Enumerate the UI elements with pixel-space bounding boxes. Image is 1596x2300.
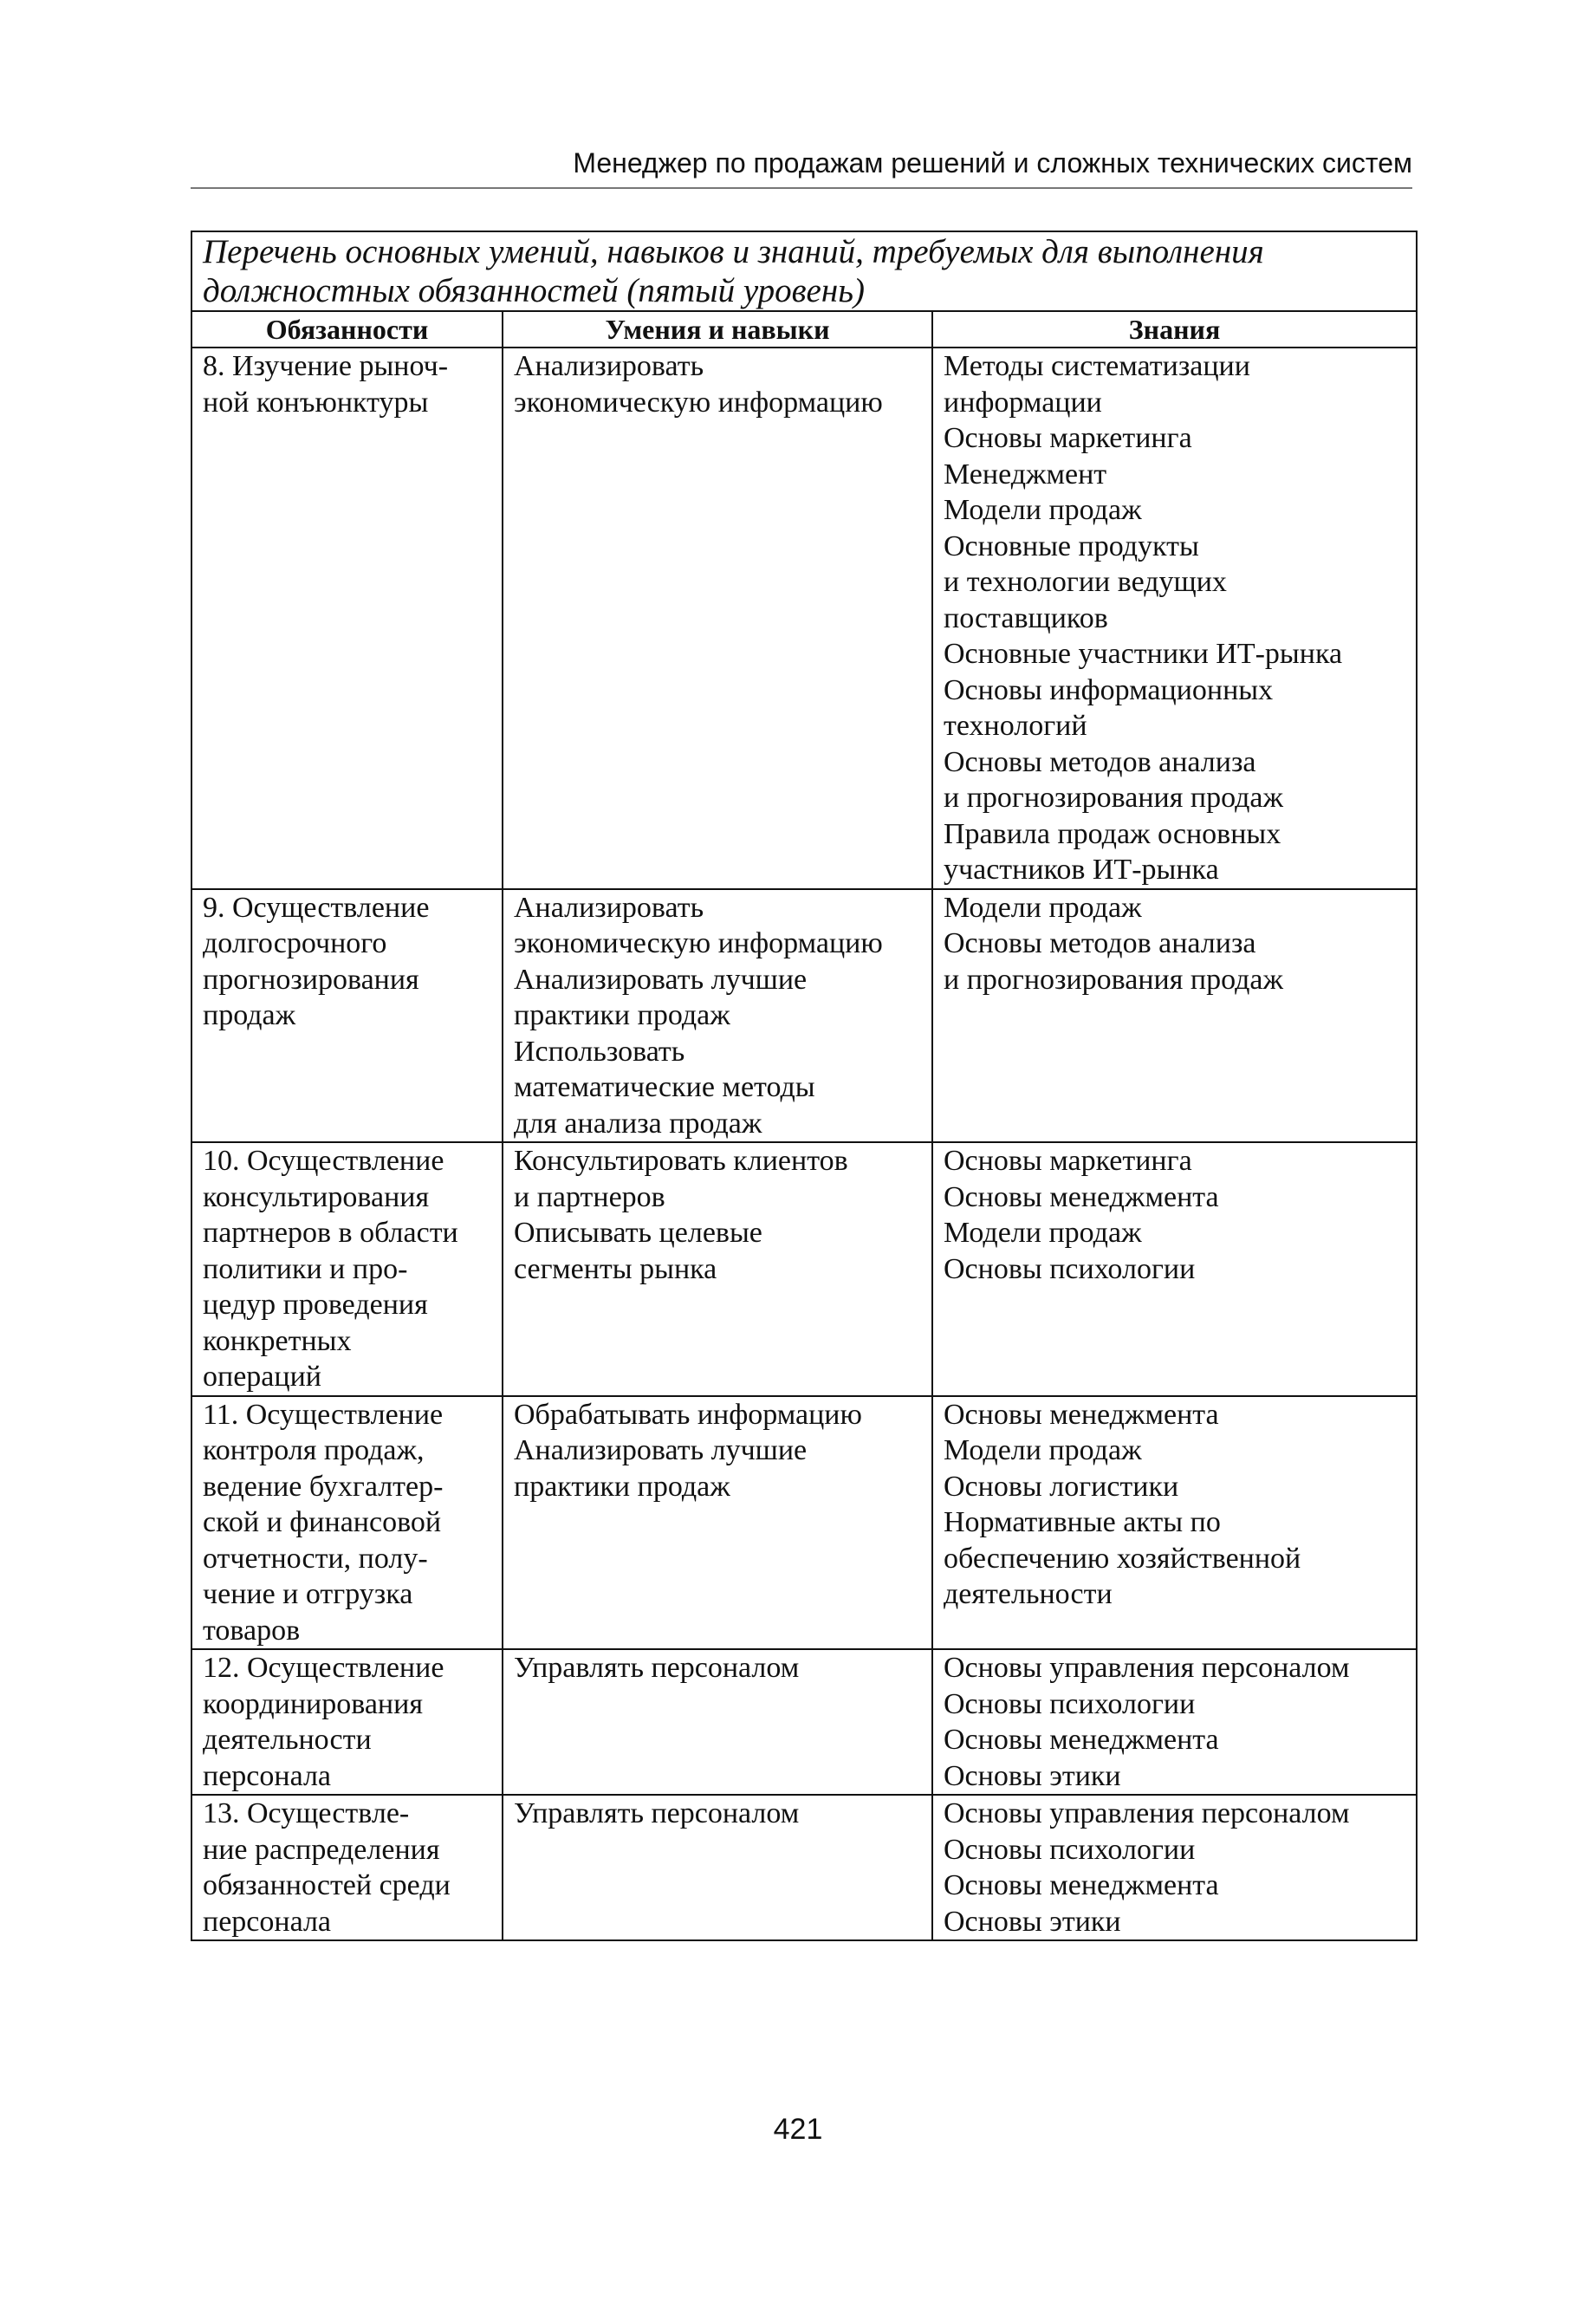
cell-line: информации <box>944 386 1102 419</box>
cell-line: ведение бухгалтер- <box>203 1470 444 1503</box>
cell-line: Модели продаж <box>944 1217 1142 1249</box>
cell-line: экономическую информацию <box>514 386 883 419</box>
cell-line: прогнозирования <box>203 963 419 996</box>
cell-skills <box>503 889 932 1143</box>
cell-skills <box>503 1396 932 1650</box>
cell-line: Основы этики <box>944 1905 1121 1938</box>
cell-line: Обрабатывать информацию <box>514 1398 862 1431</box>
cell-line: ной конъюнктуры <box>203 386 429 419</box>
cell-line: участников ИТ-рынка <box>944 854 1219 886</box>
cell-line: Модели продаж <box>944 494 1142 526</box>
page-number: 421 <box>773 2113 823 2146</box>
cell-line: для анализа продаж <box>514 1107 762 1140</box>
cell-line: Основы этики <box>944 1759 1121 1792</box>
cell-line: деятельности <box>203 1724 372 1756</box>
cell-line: Основы маркетинга <box>944 1145 1192 1177</box>
cell-skills <box>503 1142 932 1396</box>
cell-line: 13. Осуществле- <box>203 1797 410 1829</box>
cell-line: математические методы <box>514 1071 815 1103</box>
column-header-duties: Обязанности <box>191 311 503 348</box>
cell-line: экономическую информацию <box>514 927 883 959</box>
cell-line: персонала <box>203 1759 332 1792</box>
cell-line: Основы психологии <box>944 1687 1196 1720</box>
cell-line: Нормативные акты по <box>944 1506 1221 1538</box>
cell-skills <box>503 1795 932 1940</box>
cell-line: Методы систематизации <box>944 350 1250 382</box>
cell-line: Основы менеджмента <box>944 1724 1219 1756</box>
competency-table <box>191 231 1418 1941</box>
cell-line: ние распределения <box>203 1833 440 1866</box>
table-row <box>191 889 1417 1143</box>
cell-line: 11. Осуществление <box>203 1398 444 1431</box>
cell-knowledge <box>932 1396 1417 1650</box>
cell-line: Анализировать лучшие <box>514 963 808 996</box>
cell-line: политики и про- <box>203 1252 408 1285</box>
cell-duties <box>191 1396 503 1650</box>
table-row <box>191 1649 1417 1795</box>
cell-line: технологий <box>944 710 1087 742</box>
cell-line: и технологии ведущих <box>944 566 1227 598</box>
cell-line: Менеджмент <box>944 458 1107 491</box>
cell-line: Основы менеджмента <box>944 1180 1219 1213</box>
cell-line: Основы методов анализа <box>944 927 1256 959</box>
cell-line: Анализировать лучшие <box>514 1434 808 1466</box>
cell-line: Основы психологии <box>944 1833 1196 1866</box>
cell-line: ской и финансовой <box>203 1506 442 1538</box>
table-body <box>191 348 1417 1940</box>
cell-line: Использовать <box>514 1035 685 1068</box>
cell-line: партнеров в области <box>203 1217 458 1249</box>
cell-line: Основы методов анализа <box>944 745 1256 778</box>
cell-duties <box>191 889 503 1143</box>
cell-line: Управлять персоналом <box>514 1797 800 1829</box>
cell-line: Основы менеджмента <box>944 1398 1219 1431</box>
cell-knowledge <box>932 889 1417 1143</box>
table-row <box>191 348 1417 889</box>
cell-line: контроля продаж, <box>203 1434 425 1466</box>
table-row <box>191 1396 1417 1650</box>
cell-line: чение и отгрузка <box>203 1578 413 1610</box>
column-header-row <box>191 311 1417 348</box>
cell-line: отчетности, полу- <box>203 1542 428 1575</box>
cell-line: обеспечению хозяйственной <box>944 1542 1301 1575</box>
cell-line: практики продаж <box>514 999 730 1031</box>
cell-line: Правила продаж основных <box>944 817 1281 850</box>
caption-line: Перечень основных умений, навыков и знаний, требуемых для выполнения <box>203 233 1264 270</box>
cell-line: товаров <box>203 1614 301 1647</box>
cell-line: и партнеров <box>514 1180 665 1213</box>
cell-line: Модели продаж <box>944 891 1142 924</box>
cell-line: Основные участники ИТ-рынка <box>944 638 1343 670</box>
table-caption <box>191 231 1417 311</box>
cell-line: персонала <box>203 1905 332 1938</box>
cell-line: обязанностей среди <box>203 1869 451 1901</box>
cell-line: 10. Осуществление <box>203 1145 444 1177</box>
running-title: Менеджер по продажам решений и сложных технических систем <box>573 147 1412 179</box>
cell-line: конкретных <box>203 1324 352 1357</box>
cell-knowledge <box>932 1142 1417 1396</box>
column-header-knowledge: Знания <box>932 311 1417 348</box>
cell-duties <box>191 348 503 889</box>
cell-line: долгосрочного <box>203 927 387 959</box>
table-caption-row <box>191 231 1417 311</box>
cell-line: Основные продукты <box>944 530 1199 562</box>
cell-knowledge <box>932 348 1417 889</box>
cell-line: Основы информационных <box>944 673 1274 706</box>
cell-line: Основы управления персоналом <box>944 1797 1350 1829</box>
cell-line: Основы психологии <box>944 1252 1196 1285</box>
cell-line: Описывать целевые <box>514 1217 762 1249</box>
cell-line: Анализировать <box>514 350 704 382</box>
caption-line: должностных обязанностей (пятый уровень) <box>203 272 865 309</box>
cell-skills <box>503 1649 932 1795</box>
header-rule <box>191 187 1412 189</box>
cell-line: Основы маркетинга <box>944 422 1192 454</box>
cell-duties <box>191 1795 503 1940</box>
cell-line: 9. Осуществление <box>203 891 430 924</box>
cell-line: деятельности <box>944 1578 1113 1610</box>
cell-line: Основы логистики <box>944 1470 1179 1503</box>
cell-skills <box>503 348 932 889</box>
cell-line: Анализировать <box>514 891 704 924</box>
cell-line: и прогнозирования продаж <box>944 963 1283 996</box>
table-row <box>191 1795 1417 1940</box>
cell-line: 8. Изучение рыноч- <box>203 350 449 382</box>
cell-line: Основы менеджмента <box>944 1869 1219 1901</box>
cell-line: Модели продаж <box>944 1434 1142 1466</box>
cell-duties <box>191 1649 503 1795</box>
cell-line: и прогнозирования продаж <box>944 782 1283 814</box>
cell-line: Управлять персоналом <box>514 1652 800 1684</box>
cell-line: Консультировать клиентов <box>514 1145 848 1177</box>
cell-knowledge <box>932 1795 1417 1940</box>
cell-line: сегменты рынка <box>514 1252 717 1285</box>
column-header-skills: Умения и навыки <box>503 311 932 348</box>
cell-line: поставщиков <box>944 601 1108 634</box>
cell-knowledge <box>932 1649 1417 1795</box>
cell-line: Основы управления персоналом <box>944 1652 1350 1684</box>
table-row <box>191 1142 1417 1396</box>
cell-line: продаж <box>203 999 296 1031</box>
cell-line: консультирования <box>203 1180 430 1213</box>
cell-line: практики продаж <box>514 1470 730 1503</box>
cell-line: операций <box>203 1361 321 1393</box>
cell-line: цедур проведения <box>203 1289 428 1321</box>
cell-duties <box>191 1142 503 1396</box>
cell-line: координирования <box>203 1687 423 1720</box>
cell-line: 12. Осуществление <box>203 1652 444 1684</box>
